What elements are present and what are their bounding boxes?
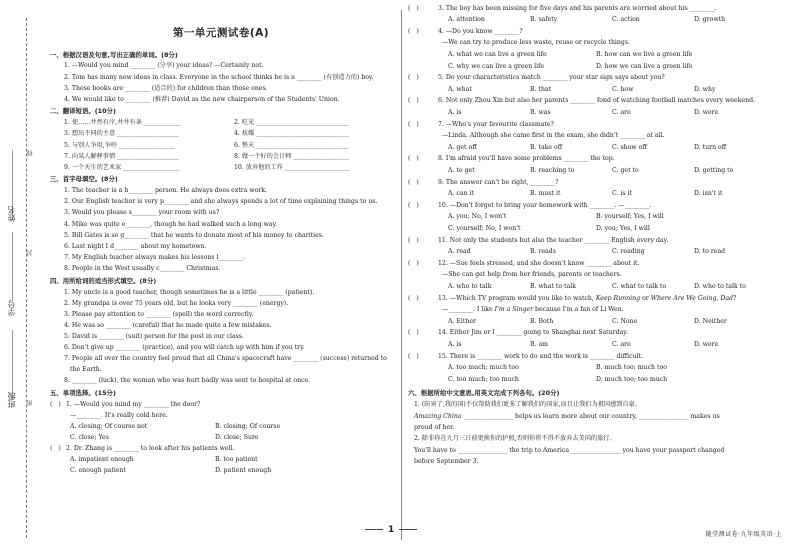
s6-item-2-prompt: 2. 除非你在九月三日前更换你的护照,否则你将不得不放弃去美国的旅行。 bbox=[414, 435, 616, 443]
option[interactable]: D. Neither bbox=[694, 317, 727, 325]
show-title: Where Are We Going, Dad bbox=[650, 294, 733, 302]
option[interactable]: A. is bbox=[448, 340, 462, 348]
option[interactable]: D. isn't it bbox=[694, 190, 723, 198]
mc-q2-options bbox=[44, 466, 398, 477]
class-stub bbox=[12, 330, 13, 400]
answer-paren[interactable]: ( ) bbox=[408, 97, 419, 105]
option[interactable]: B. yourself; Yes, I will bbox=[596, 213, 664, 221]
option[interactable]: B. reaching to bbox=[530, 167, 575, 174]
section-6-header: 六、根据所给中文意思,用英文完成下列各句。(20分) bbox=[408, 389, 560, 398]
left-column bbox=[44, 0, 398, 558]
option[interactable]: C. what to talk to bbox=[612, 282, 667, 290]
option[interactable]: D. patient enough bbox=[215, 467, 272, 475]
right-column bbox=[404, 0, 786, 558]
option[interactable]: C. action bbox=[612, 16, 640, 24]
s2-pair bbox=[44, 129, 398, 140]
mc-q10-options bbox=[404, 212, 786, 224]
option[interactable]: C. is it bbox=[612, 190, 633, 198]
s2-pair bbox=[44, 151, 398, 162]
option[interactable]: B. that bbox=[530, 85, 552, 93]
s2-phrase: 1. 使……井然有序,井井有条 ____________ bbox=[64, 119, 181, 127]
mc-q1-options bbox=[44, 433, 398, 444]
option[interactable]: C. get to bbox=[612, 167, 639, 174]
answer-paren[interactable]: ( ) bbox=[408, 259, 419, 267]
s2-phrase: 10. 放弃他的工作 _____________________ bbox=[234, 163, 350, 171]
mc-question-5: ( ) 5. Do your characteristics match ________ your star sign says about you? bbox=[404, 73, 786, 85]
option[interactable]: D. close; Sure bbox=[215, 434, 259, 442]
section-5-header: 五、单项选择。(15分) bbox=[50, 388, 116, 397]
s6-item-2-answer: You'll have to ________________ the trip to America ________________ you have your passport changed bbox=[414, 446, 725, 454]
mc-q13-options bbox=[404, 316, 786, 328]
option[interactable]: C. reading bbox=[612, 248, 645, 256]
s4-item: 5. David is ________ (suit) person for the post in our class. bbox=[64, 332, 244, 340]
option[interactable]: D. to read bbox=[694, 248, 726, 256]
show-title: Keep Running bbox=[595, 294, 641, 302]
footer-brand: 随堂测试卷·九年级英语·上 bbox=[705, 531, 782, 538]
mc-q13-reply: —________. I like I'm a Singer because I'm a fan of Li Wen. bbox=[442, 306, 624, 314]
option[interactable]: C. None bbox=[612, 317, 638, 325]
mc-q12-reply: —She can get help from her friends, parents or teachers. bbox=[442, 271, 622, 279]
s3-item: 5. Bill Gates is so g________ that he wants to donate most of his money to charities. bbox=[64, 231, 324, 239]
option[interactable]: A. what we can live a green life bbox=[448, 51, 547, 59]
s6-item-1-prompt: 1. (防害了,我的国)不仅帮助我们更多了解我们的国家,而且让我们为祖国感到自豪。 bbox=[414, 401, 642, 409]
s3-item: 1. The teacher is a h________ person. He always does extra work. bbox=[64, 187, 268, 195]
section-3-header: 三、首字母填空。(8分) bbox=[50, 175, 118, 184]
option[interactable]: C. close; Yes bbox=[70, 434, 109, 442]
mc-question-11: ( ) 11. Not only the students but also the teacher ________ English every day. bbox=[404, 235, 786, 247]
option[interactable]: A. get off bbox=[448, 143, 477, 151]
option[interactable]: B. am bbox=[530, 340, 549, 348]
answer-paren[interactable]: ( ) bbox=[50, 400, 61, 408]
option[interactable]: D. who to talk to bbox=[694, 282, 746, 290]
s2-phrase: 2. 吃光 ______________________________ bbox=[234, 119, 350, 127]
mc-q12-options bbox=[404, 281, 786, 293]
answer-paren[interactable]: ( ) bbox=[408, 201, 419, 209]
mc-question-9: ( ) 9. The answer can't be right, ________? bbox=[404, 177, 786, 189]
mc-q4-options bbox=[404, 61, 786, 73]
option[interactable]: A. is bbox=[448, 109, 462, 117]
s4-item: 3. Please pay attention to ________ (spell) the word correctly. bbox=[64, 310, 254, 318]
mc-q1-reply: —________. It's really cold here. bbox=[70, 411, 168, 419]
s4-item: 1. My uncle is a good teacher, though sometimes he is a little ________ (patient). bbox=[64, 288, 315, 296]
mc-q7-options bbox=[404, 142, 786, 154]
option[interactable]: B. Both bbox=[530, 317, 554, 325]
s1-item-1: 1. —Would you mind ________ (分享) your ideas? —Certainly not. bbox=[64, 62, 264, 70]
seal-bot: 密 bbox=[27, 400, 34, 406]
option[interactable]: C. how bbox=[612, 85, 634, 93]
option[interactable]: D. turn off bbox=[694, 143, 727, 151]
option[interactable]: B. was bbox=[530, 109, 551, 117]
s1-item-4: 4. We would like to ________ (推荐) David as the new chairperson of the Students' Union. bbox=[64, 95, 340, 103]
mc-q6-options bbox=[404, 107, 786, 119]
show-title: I'm a Singer bbox=[494, 306, 534, 314]
s1-item-3: 3. These books are ________ (适合的) for children than those ones. bbox=[64, 84, 268, 92]
binding-line bbox=[26, 18, 27, 538]
answer-paren[interactable]: ( ) bbox=[50, 445, 61, 453]
answer-paren[interactable]: ( ) bbox=[408, 352, 419, 360]
s2-phrase: 4. 炫耀 ______________________________ bbox=[234, 130, 350, 138]
option[interactable]: A. impatient enough bbox=[70, 456, 134, 464]
option[interactable]: A. you; No, I won't bbox=[448, 213, 507, 221]
option[interactable]: A. what bbox=[448, 85, 472, 93]
mc-q9-options bbox=[404, 189, 786, 201]
section-4-header: 四、用所给词的适当形式填空。(8分) bbox=[50, 276, 157, 285]
option[interactable]: A. Either bbox=[448, 317, 476, 325]
option[interactable]: A. closing; Of course not bbox=[70, 423, 148, 431]
option[interactable]: B. reads bbox=[530, 248, 556, 256]
answer-paren[interactable]: ( ) bbox=[408, 120, 419, 128]
option[interactable]: A. read bbox=[448, 248, 471, 256]
option[interactable]: C. are bbox=[612, 109, 631, 117]
s2-phrase: 6. 整天 ______________________________ bbox=[234, 141, 350, 149]
answer-paren[interactable]: ( ) bbox=[408, 4, 419, 12]
mc-question-1: ( ) 1. —Would you mind my ________ the door? bbox=[44, 399, 398, 410]
s2-phrase: 9. 一个天生的艺术家 __________________ bbox=[64, 163, 180, 171]
id-stub bbox=[12, 232, 13, 302]
option[interactable]: B. take off bbox=[530, 143, 563, 151]
answer-paren[interactable]: ( ) bbox=[408, 294, 419, 302]
s2-pair bbox=[44, 162, 398, 173]
mc-question-8: ( ) 8. I'm afraid you'll have some problems ________ the top. bbox=[404, 154, 786, 166]
mc-question-4: ( ) 4. —Do you know ________? bbox=[404, 26, 786, 38]
s4-item: 2. My grandpa is over 75 years old, but he looks very ________ (energy). bbox=[64, 299, 289, 307]
option[interactable]: D. you; Yes, I will bbox=[596, 224, 650, 232]
answer-paren[interactable]: ( ) bbox=[408, 155, 419, 163]
answer-paren[interactable]: ( ) bbox=[408, 329, 419, 337]
s4-item: 7. People all over the country feel proud that all China's spacecraft have ________ (success) returned to bbox=[64, 355, 387, 363]
option[interactable]: B. too patient bbox=[215, 456, 258, 464]
s6-item-1-answer: Amazing China ________________ helps us learn more about our country, ________________ makes us bbox=[414, 412, 720, 420]
s2-pair bbox=[44, 118, 398, 129]
column-divider bbox=[401, 10, 402, 540]
s2-phrase: 7. 向某人解释事情 ____________________ bbox=[64, 152, 180, 160]
s3-item: 8. People in the West usually c________ Christmas. bbox=[64, 264, 221, 272]
option[interactable]: C. too much; too much bbox=[448, 375, 519, 383]
option[interactable]: A. too much; much too bbox=[448, 364, 519, 372]
mc-q2-options bbox=[44, 455, 398, 466]
s4-item-cont: the Earth. bbox=[70, 366, 102, 374]
option[interactable]: D. getting to bbox=[694, 167, 734, 174]
mc-question-7: ( ) 7. —Who's your favourite classmate? bbox=[404, 119, 786, 131]
mc-q11-options bbox=[404, 246, 786, 258]
option[interactable]: C. are bbox=[612, 340, 631, 348]
option[interactable]: A. can it bbox=[448, 190, 474, 198]
mc-q10-options bbox=[404, 223, 786, 235]
answer-paren[interactable]: ( ) bbox=[408, 178, 419, 186]
show-title: Amazing China bbox=[414, 412, 462, 420]
binding-margin bbox=[0, 0, 44, 558]
page-number: 1 bbox=[360, 526, 422, 535]
s3-item: 7. My English teacher always makes his lessons l________. bbox=[64, 253, 246, 261]
mc-question-2: ( ) 2. Dr. Zhang is ________ to look after his patients well. bbox=[44, 444, 398, 455]
answer-paren[interactable]: ( ) bbox=[408, 74, 419, 82]
s3-item: 4. Mike was quite e________, though he had walked such a long way. bbox=[64, 220, 278, 228]
option[interactable]: B. how can we live a green life bbox=[596, 51, 693, 59]
mc-q3-options bbox=[404, 15, 786, 27]
option[interactable]: A. to get bbox=[448, 167, 475, 174]
s3-item: 2. Our English teacher is very p________ and she always spends a lot of time explaining things to us. bbox=[64, 198, 378, 206]
option[interactable]: C. show off bbox=[612, 143, 647, 151]
seal-top: 线 bbox=[27, 150, 34, 156]
option[interactable]: B. much too; much too bbox=[596, 364, 667, 372]
s2-phrase: 3. 想出不同的主意 ____________________ bbox=[64, 130, 180, 138]
name-label: 姓名 bbox=[7, 206, 16, 222]
s2-pair bbox=[44, 140, 398, 151]
option[interactable]: B. must it bbox=[530, 190, 561, 198]
mc-q5-options bbox=[404, 84, 786, 96]
s1-item-2: 2. Tom has many new ideas in class. Everyone in the school thinks he is a ________ (有创造力的) boy. bbox=[64, 73, 374, 81]
option[interactable]: D. growth bbox=[694, 16, 726, 24]
mc-question-3: ( ) 3. The boy has been missing for five days and his parents are worried about his ________. bbox=[404, 3, 786, 15]
s3-item: 3. Would you please s________ your room with us? bbox=[64, 209, 220, 217]
s6-item-1-cont: proud of her. bbox=[414, 423, 455, 431]
answer-paren[interactable]: ( ) bbox=[408, 27, 419, 35]
s2-phrase: 8. 做一个好的会计师 __________________ bbox=[234, 152, 350, 160]
option[interactable]: D. were bbox=[694, 340, 719, 348]
answer-paren[interactable]: ( ) bbox=[408, 236, 419, 244]
mc-question-10: ( ) 10. —Don't forget to bring your homework with ________. —________. bbox=[404, 200, 786, 212]
mc-q7-reply: —Linda. Although she came first in the exam, she didn't ________ at all. bbox=[442, 132, 665, 140]
id-label: 学号 bbox=[7, 300, 16, 316]
mc-question-6: ( ) 6. Not only Zhou Xin but also her parents ________ fond of watching football matches every weekend. bbox=[404, 96, 786, 108]
mc-q4-options bbox=[404, 49, 786, 61]
mc-q15-options bbox=[404, 374, 786, 386]
s4-item: 4. He was so ________ (careful) that he made quite a few mistakes. bbox=[64, 321, 272, 329]
option[interactable]: B. closing; Of course bbox=[215, 423, 281, 431]
option[interactable]: A. attention bbox=[448, 16, 485, 24]
option[interactable]: C. why we can live a green life bbox=[448, 62, 545, 70]
option[interactable]: D. were bbox=[694, 109, 719, 117]
section-2-header: 二、翻译短语。(10分) bbox=[50, 107, 116, 116]
s4-item: 6. Don't give up ________ (practice), and you will catch up with him if you try. bbox=[64, 344, 305, 351]
mc-question-15: ( ) 15. There is ________ work to do and the work is ________ difficult. bbox=[404, 351, 786, 363]
page-title: 第一单元测试卷(A) bbox=[172, 27, 270, 39]
seal-mid: 封 bbox=[27, 250, 34, 256]
option[interactable]: D. why bbox=[694, 85, 716, 93]
option[interactable]: D. much too; too much bbox=[596, 375, 668, 383]
option[interactable]: C. enough patient bbox=[70, 467, 126, 475]
option[interactable]: D. how we can live a green life bbox=[596, 62, 693, 70]
mc-q1-options bbox=[44, 422, 398, 433]
class-label: 班级 bbox=[7, 392, 16, 408]
mc-q15-options bbox=[404, 362, 786, 374]
mc-question-13: ( ) 13. —Which TV program would you like to watch, Keep Running or Where Are We Going, Dad ? bbox=[404, 293, 786, 305]
s6-item-2-cont: before September 3. bbox=[414, 458, 479, 466]
option[interactable]: B. safety bbox=[530, 16, 558, 24]
s3-item: 6. Last night I d________ about my hometown. bbox=[64, 242, 207, 250]
s4-item: 8. ________ (luck), the woman who was hurt badly was sent to hospital at once. bbox=[64, 377, 311, 385]
option[interactable]: C. yourself; No, I won't bbox=[448, 224, 521, 232]
mc-q8-options bbox=[404, 165, 786, 177]
option[interactable]: B. what to talk bbox=[530, 282, 576, 290]
mc-question-14: ( ) 14. Either Jim or I ________ going to Shanghai next Saturday. bbox=[404, 328, 786, 340]
section-1-header: 一、根据汉语及句意,写出正确的单词。(8分) bbox=[50, 50, 178, 59]
option[interactable]: A. who to talk bbox=[448, 282, 492, 290]
mc-question-12: ( ) 12. —Sue feels stressed, and she doesn't know ________ about it. bbox=[404, 258, 786, 270]
s2-phrase: 5. 与别人争用,争吵 __________________ bbox=[64, 141, 175, 149]
mc-q4-reply: —We can try to produce less waste, reuse or recycle things. bbox=[442, 39, 630, 47]
mc-q14-options bbox=[404, 339, 786, 351]
